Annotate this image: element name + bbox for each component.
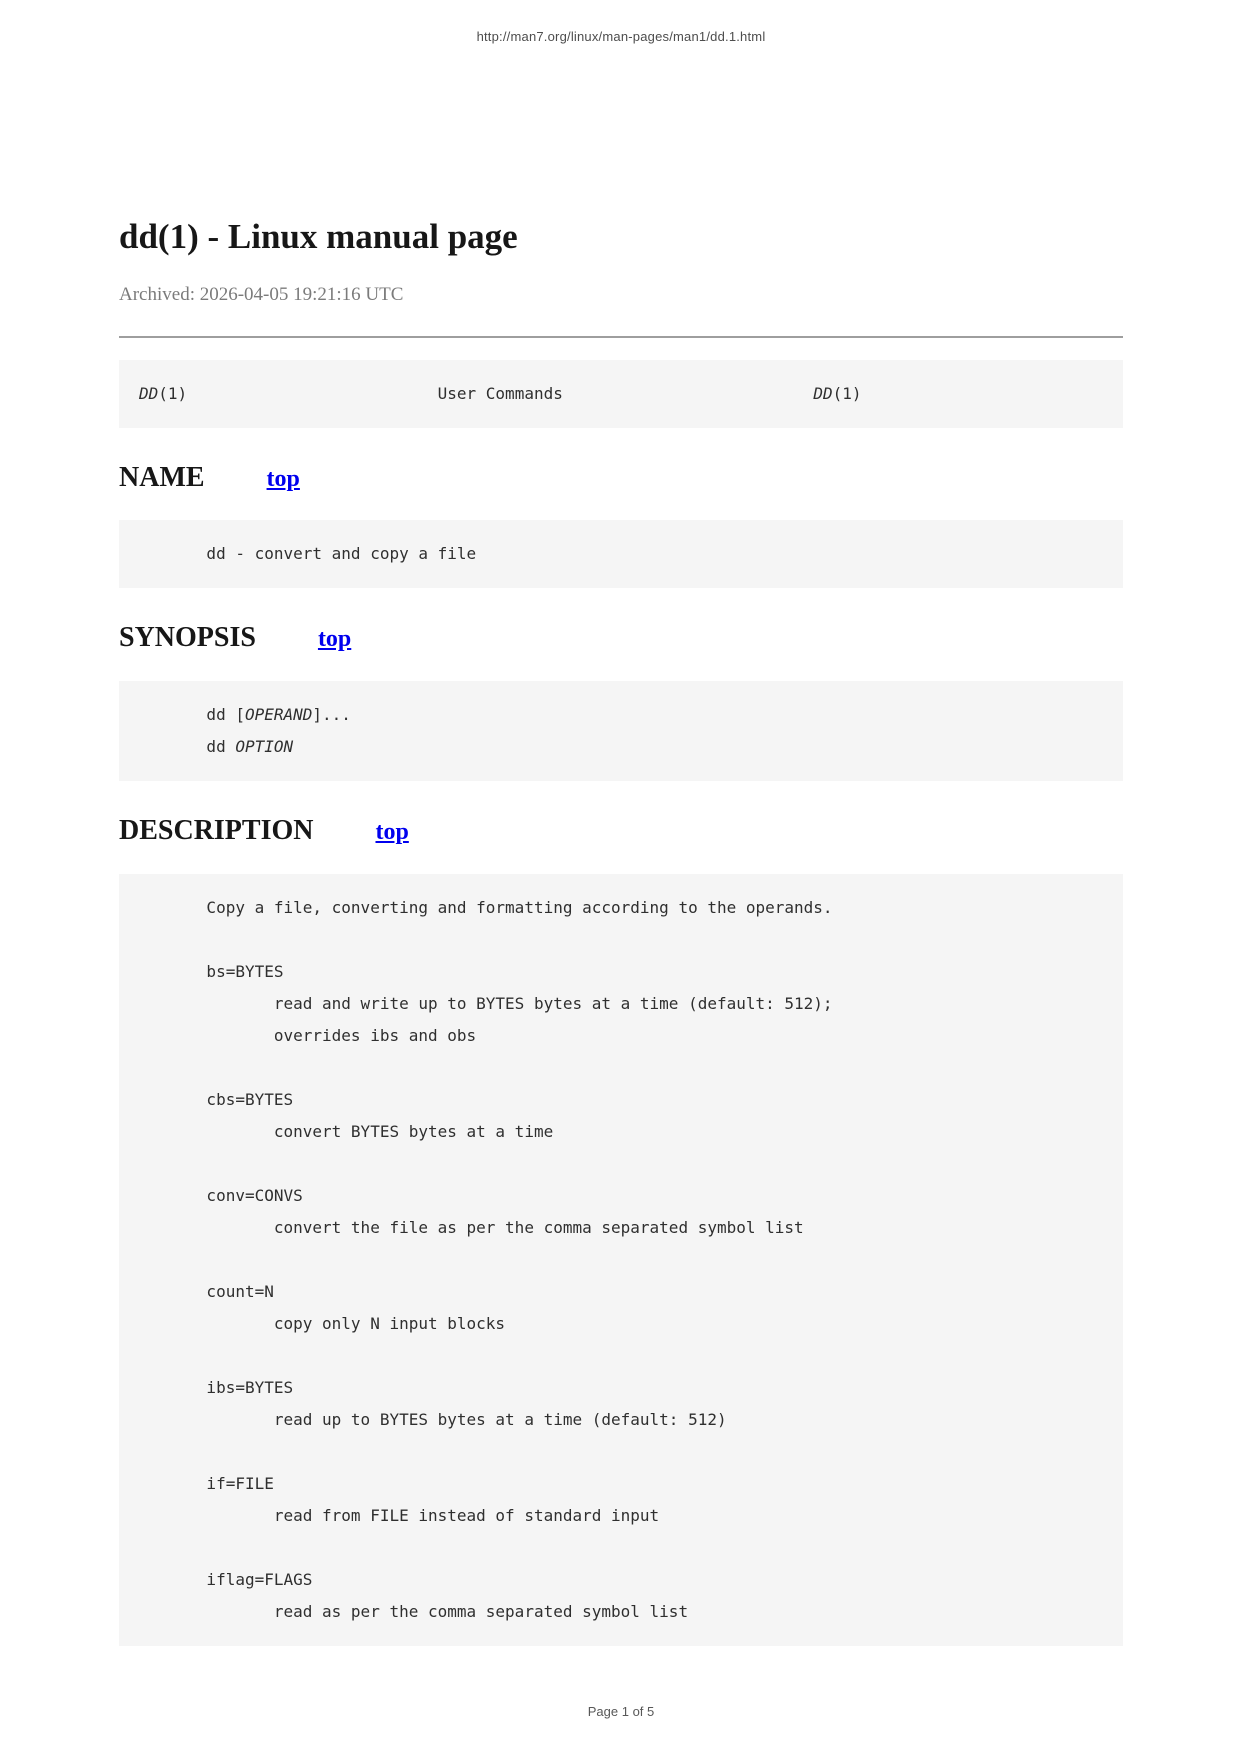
section-heading-synopsis <box>119 621 1123 655</box>
synopsis-heading-label: SYNOPSIS <box>119 622 256 654</box>
synopsis-section-content: dd [OPERAND]... dd OPTION <box>119 681 1123 781</box>
description-heading-label: DESCRIPTION <box>119 815 314 847</box>
top-link-description[interactable]: top <box>375 819 409 846</box>
top-link-name[interactable]: top <box>266 465 300 492</box>
man-page-banner: DD(1) User Commands DD(1) <box>119 360 1123 428</box>
page-number: Page 1 of 5 <box>587 1704 655 1719</box>
print-header-url: http://man7.org/linux/man-pages/man1/dd.1.html <box>476 29 766 44</box>
page-title: dd(1) - Linux manual page <box>119 217 518 256</box>
section-heading-description <box>119 814 1123 848</box>
page-content <box>119 0 1123 1646</box>
archived-timestamp: Archived: 2026-04-05 19:21:16 UTC <box>119 284 404 305</box>
section-heading-name <box>119 461 1123 495</box>
top-link-synopsis[interactable]: top <box>317 626 352 653</box>
description-section-content: Copy a file, converting and formatting according to the operands. bs=BYTES read and write up to BYTES bytes at a time (default: 512); overrides ibs and obs cbs=BYTES convert BYTES bytes at a time conv=CONVS convert the file as per the comma separated symbol list count=N copy only N input blocks ibs=BYTES read up to BYTES bytes at a time (default: 512) if=FILE read from FILE instead of standard input iflag=FLAGS read as per the comma separated symbol list <box>119 874 1123 1646</box>
name-section-content: dd - convert and copy a file <box>119 520 1123 588</box>
divider <box>119 336 1123 338</box>
name-heading-label: NAME <box>119 461 205 493</box>
